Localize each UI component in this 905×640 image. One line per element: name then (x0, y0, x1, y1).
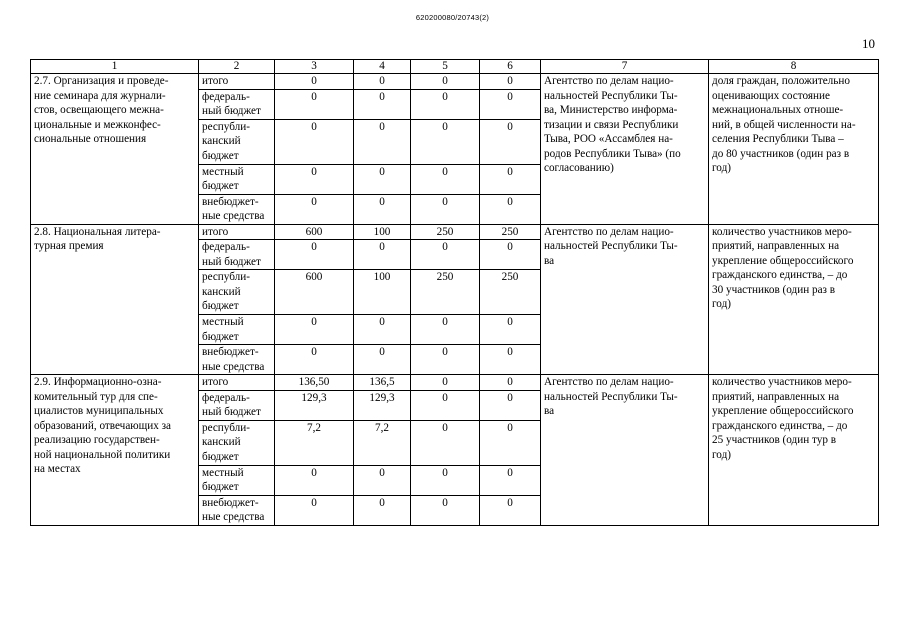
funding-source (199, 375, 275, 391)
text-line: бюджет (202, 300, 239, 312)
text-line: Агентство по делам нацио- (544, 75, 674, 87)
text-line: гражданского единства, – до (712, 269, 848, 281)
text-line: бюджет (202, 450, 239, 463)
funding-value-3: 600 (275, 270, 354, 315)
funding-source (199, 420, 275, 465)
text-line: приятий, направленных на (712, 240, 840, 252)
funding-value-6: 250 (480, 224, 541, 240)
text-line: ный бюджет (202, 105, 261, 117)
funding-value-3: 0 (275, 240, 354, 270)
text-line: приятий, направленных на (712, 390, 840, 403)
text-line: количество участников меро- (712, 376, 852, 388)
table-row (31, 74, 879, 90)
executor (541, 74, 709, 225)
header-col-4: 4 (354, 60, 411, 74)
text-line: канский (202, 436, 241, 448)
text-line: укрепление общероссийского (712, 405, 854, 417)
funding-value-6: 0 (480, 390, 541, 420)
text-line: местный (202, 316, 244, 328)
funding-value-3: 136,50 (275, 375, 354, 391)
measure-title (31, 375, 199, 526)
funding-value-4: 0 (354, 89, 411, 119)
text-line: ные средства (202, 210, 265, 222)
funding-value-6: 0 (480, 240, 541, 270)
expected-result (709, 74, 879, 225)
text-line: ва (544, 254, 555, 267)
text-line: циалистов муниципальных (34, 405, 164, 417)
funding-source (199, 89, 275, 119)
text-line: местный (202, 466, 244, 479)
funding-value-5: 0 (411, 89, 480, 119)
text-line: 2.7. Организация и проведе- (34, 75, 169, 87)
text-line: республи- (202, 271, 250, 283)
funding-value-3: 0 (275, 465, 354, 495)
funding-value-4: 0 (354, 164, 411, 194)
funding-value-3: 0 (275, 119, 354, 164)
funding-value-6: 0 (480, 89, 541, 119)
funding-value-4: 0 (354, 315, 411, 345)
funding-value-6: 250 (480, 270, 541, 315)
funding-value-4: 100 (354, 224, 411, 240)
text-line: итого (202, 225, 229, 238)
funding-value-5: 0 (411, 315, 480, 345)
text-line: год) (712, 448, 731, 461)
text-line: гражданского единства, – до (712, 419, 848, 432)
text-line: Агентство по делам нацио- (544, 376, 674, 388)
text-line: турная премия (34, 240, 104, 252)
table-row (31, 224, 879, 240)
text-line: ный бюджет (202, 255, 261, 268)
funding-value-5: 0 (411, 119, 480, 164)
text-line: внебюджет- (202, 346, 259, 358)
funding-table (30, 59, 879, 526)
header-col-3: 3 (275, 60, 354, 74)
text-line: согласованию) (544, 162, 614, 174)
text-line: 25 участников (один тур в (712, 434, 837, 446)
funding-value-3: 0 (275, 495, 354, 525)
text-line: родов Республики Тыва» (по (544, 147, 681, 160)
text-line: на местах (34, 463, 81, 475)
text-line: итого (202, 75, 229, 87)
expected-result (709, 375, 879, 526)
text-line: республи- (202, 120, 250, 133)
executor (541, 375, 709, 526)
text-line: образований, отвечающих за (34, 419, 172, 432)
table-row (31, 375, 879, 391)
text-line: нальностей Республики Ты- (544, 240, 678, 252)
funding-value-4: 0 (354, 240, 411, 270)
text-line: федераль- (202, 391, 250, 404)
funding-value-4: 0 (354, 345, 411, 375)
measure-title (31, 74, 199, 225)
text-line: нальностей Республики Ты- (544, 390, 678, 403)
funding-value-5: 250 (411, 224, 480, 240)
funding-value-6: 0 (480, 194, 541, 224)
funding-source (199, 345, 275, 375)
funding-value-3: 600 (275, 224, 354, 240)
funding-source (199, 164, 275, 194)
text-line: местный (202, 165, 244, 178)
funding-value-4: 0 (354, 465, 411, 495)
funding-value-3: 0 (275, 164, 354, 194)
funding-value-3: 0 (275, 315, 354, 345)
text-line: Тыва, РОО «Ассамблея на- (544, 133, 673, 145)
funding-value-5: 0 (411, 194, 480, 224)
text-line: межнациональных отноше- (712, 104, 844, 116)
text-line: ва, Министерство информа- (544, 104, 678, 116)
text-line: комительный тур для спе- (34, 390, 158, 403)
text-line: внебюджет- (202, 195, 259, 208)
text-line: нальностей Республики Ты- (544, 89, 678, 102)
text-line: ный бюджет (202, 406, 261, 418)
funding-source (199, 465, 275, 495)
text-line: год) (712, 162, 731, 174)
text-line: доля граждан, положительно (712, 75, 850, 87)
funding-value-3: 0 (275, 345, 354, 375)
funding-value-3: 0 (275, 74, 354, 90)
header-col-7: 7 (541, 60, 709, 74)
text-line: федераль- (202, 241, 250, 253)
funding-value-6: 0 (480, 375, 541, 391)
funding-value-4: 136,5 (354, 375, 411, 391)
funding-value-5: 0 (411, 390, 480, 420)
expected-result (709, 224, 879, 375)
header-col-8: 8 (709, 60, 879, 74)
text-line: реализацию государствен- (34, 434, 160, 446)
text-line: республи- (202, 421, 250, 434)
funding-value-6: 0 (480, 74, 541, 90)
funding-source (199, 194, 275, 224)
funding-source (199, 390, 275, 420)
funding-value-6: 0 (480, 420, 541, 465)
funding-value-5: 0 (411, 164, 480, 194)
text-line: ние семинара для журнали- (34, 89, 166, 102)
text-line: бюджет (202, 481, 239, 493)
funding-value-5: 0 (411, 465, 480, 495)
funding-value-6: 0 (480, 315, 541, 345)
funding-value-4: 100 (354, 270, 411, 315)
text-line: ний, в общей численности на- (712, 118, 856, 131)
text-line: ные средства (202, 360, 265, 373)
header-col-5: 5 (411, 60, 480, 74)
funding-value-6: 0 (480, 465, 541, 495)
text-line: федераль- (202, 90, 250, 103)
funding-value-4: 0 (354, 194, 411, 224)
funding-value-5: 250 (411, 270, 480, 315)
funding-value-5: 0 (411, 420, 480, 465)
document-code: 620200080/20743(2) (415, 13, 490, 22)
funding-value-3: 0 (275, 194, 354, 224)
funding-source (199, 270, 275, 315)
text-line: канский (202, 135, 241, 147)
text-line: стов, освещающего межна- (34, 104, 164, 116)
text-line: 2.8. Национальная литера- (34, 225, 161, 238)
header-col-1: 1 (31, 60, 199, 74)
text-line: до 80 участников (один раз в (712, 147, 850, 160)
text-line: селения Республики Тыва – (712, 133, 844, 145)
funding-value-6: 0 (480, 164, 541, 194)
text-line: укрепление общероссийского (712, 254, 854, 267)
funding-value-4: 0 (354, 119, 411, 164)
funding-value-3: 0 (275, 89, 354, 119)
text-line: оценивающих состояние (712, 89, 830, 102)
funding-value-4: 7,2 (354, 420, 411, 465)
funding-source (199, 315, 275, 345)
header-row (31, 60, 879, 74)
text-line: бюджет (202, 180, 239, 192)
text-line: итого (202, 376, 229, 388)
funding-source (199, 224, 275, 240)
header-col-2: 2 (199, 60, 275, 74)
text-line: канский (202, 285, 241, 298)
funding-value-5: 0 (411, 240, 480, 270)
funding-source (199, 119, 275, 164)
text-line: бюджет (202, 149, 239, 162)
funding-value-4: 0 (354, 74, 411, 90)
measure-title (31, 224, 199, 375)
text-line: ва (544, 405, 555, 417)
text-line: бюджет (202, 330, 239, 343)
text-line: сиональные отношения (34, 133, 147, 145)
executor (541, 224, 709, 375)
funding-source (199, 240, 275, 270)
text-line: ной национальной политики (34, 448, 171, 461)
text-line: циональные и межконфес- (34, 118, 161, 131)
text-line: ные средства (202, 511, 265, 523)
text-line: внебюджет- (202, 496, 259, 509)
text-line: количество участников меро- (712, 225, 852, 238)
funding-value-5: 0 (411, 74, 480, 90)
text-line: 30 участников (один раз в (712, 283, 836, 296)
text-line: тизации и связи Республики (544, 118, 679, 131)
funding-value-5: 0 (411, 375, 480, 391)
funding-value-5: 0 (411, 345, 480, 375)
funding-value-4: 0 (354, 495, 411, 525)
page-number: 10 (862, 36, 875, 51)
text-line: Агентство по делам нацио- (544, 225, 674, 238)
header-col-6: 6 (480, 60, 541, 74)
funding-source (199, 74, 275, 90)
text-line: год) (712, 298, 731, 310)
funding-value-3: 7,2 (275, 420, 354, 465)
funding-source (199, 495, 275, 525)
funding-value-6: 0 (480, 119, 541, 164)
funding-value-3: 129,3 (275, 390, 354, 420)
text-line: 2.9. Информационно-озна- (34, 376, 162, 388)
funding-value-4: 129,3 (354, 390, 411, 420)
funding-value-6: 0 (480, 345, 541, 375)
funding-value-6: 0 (480, 495, 541, 525)
funding-value-5: 0 (411, 495, 480, 525)
